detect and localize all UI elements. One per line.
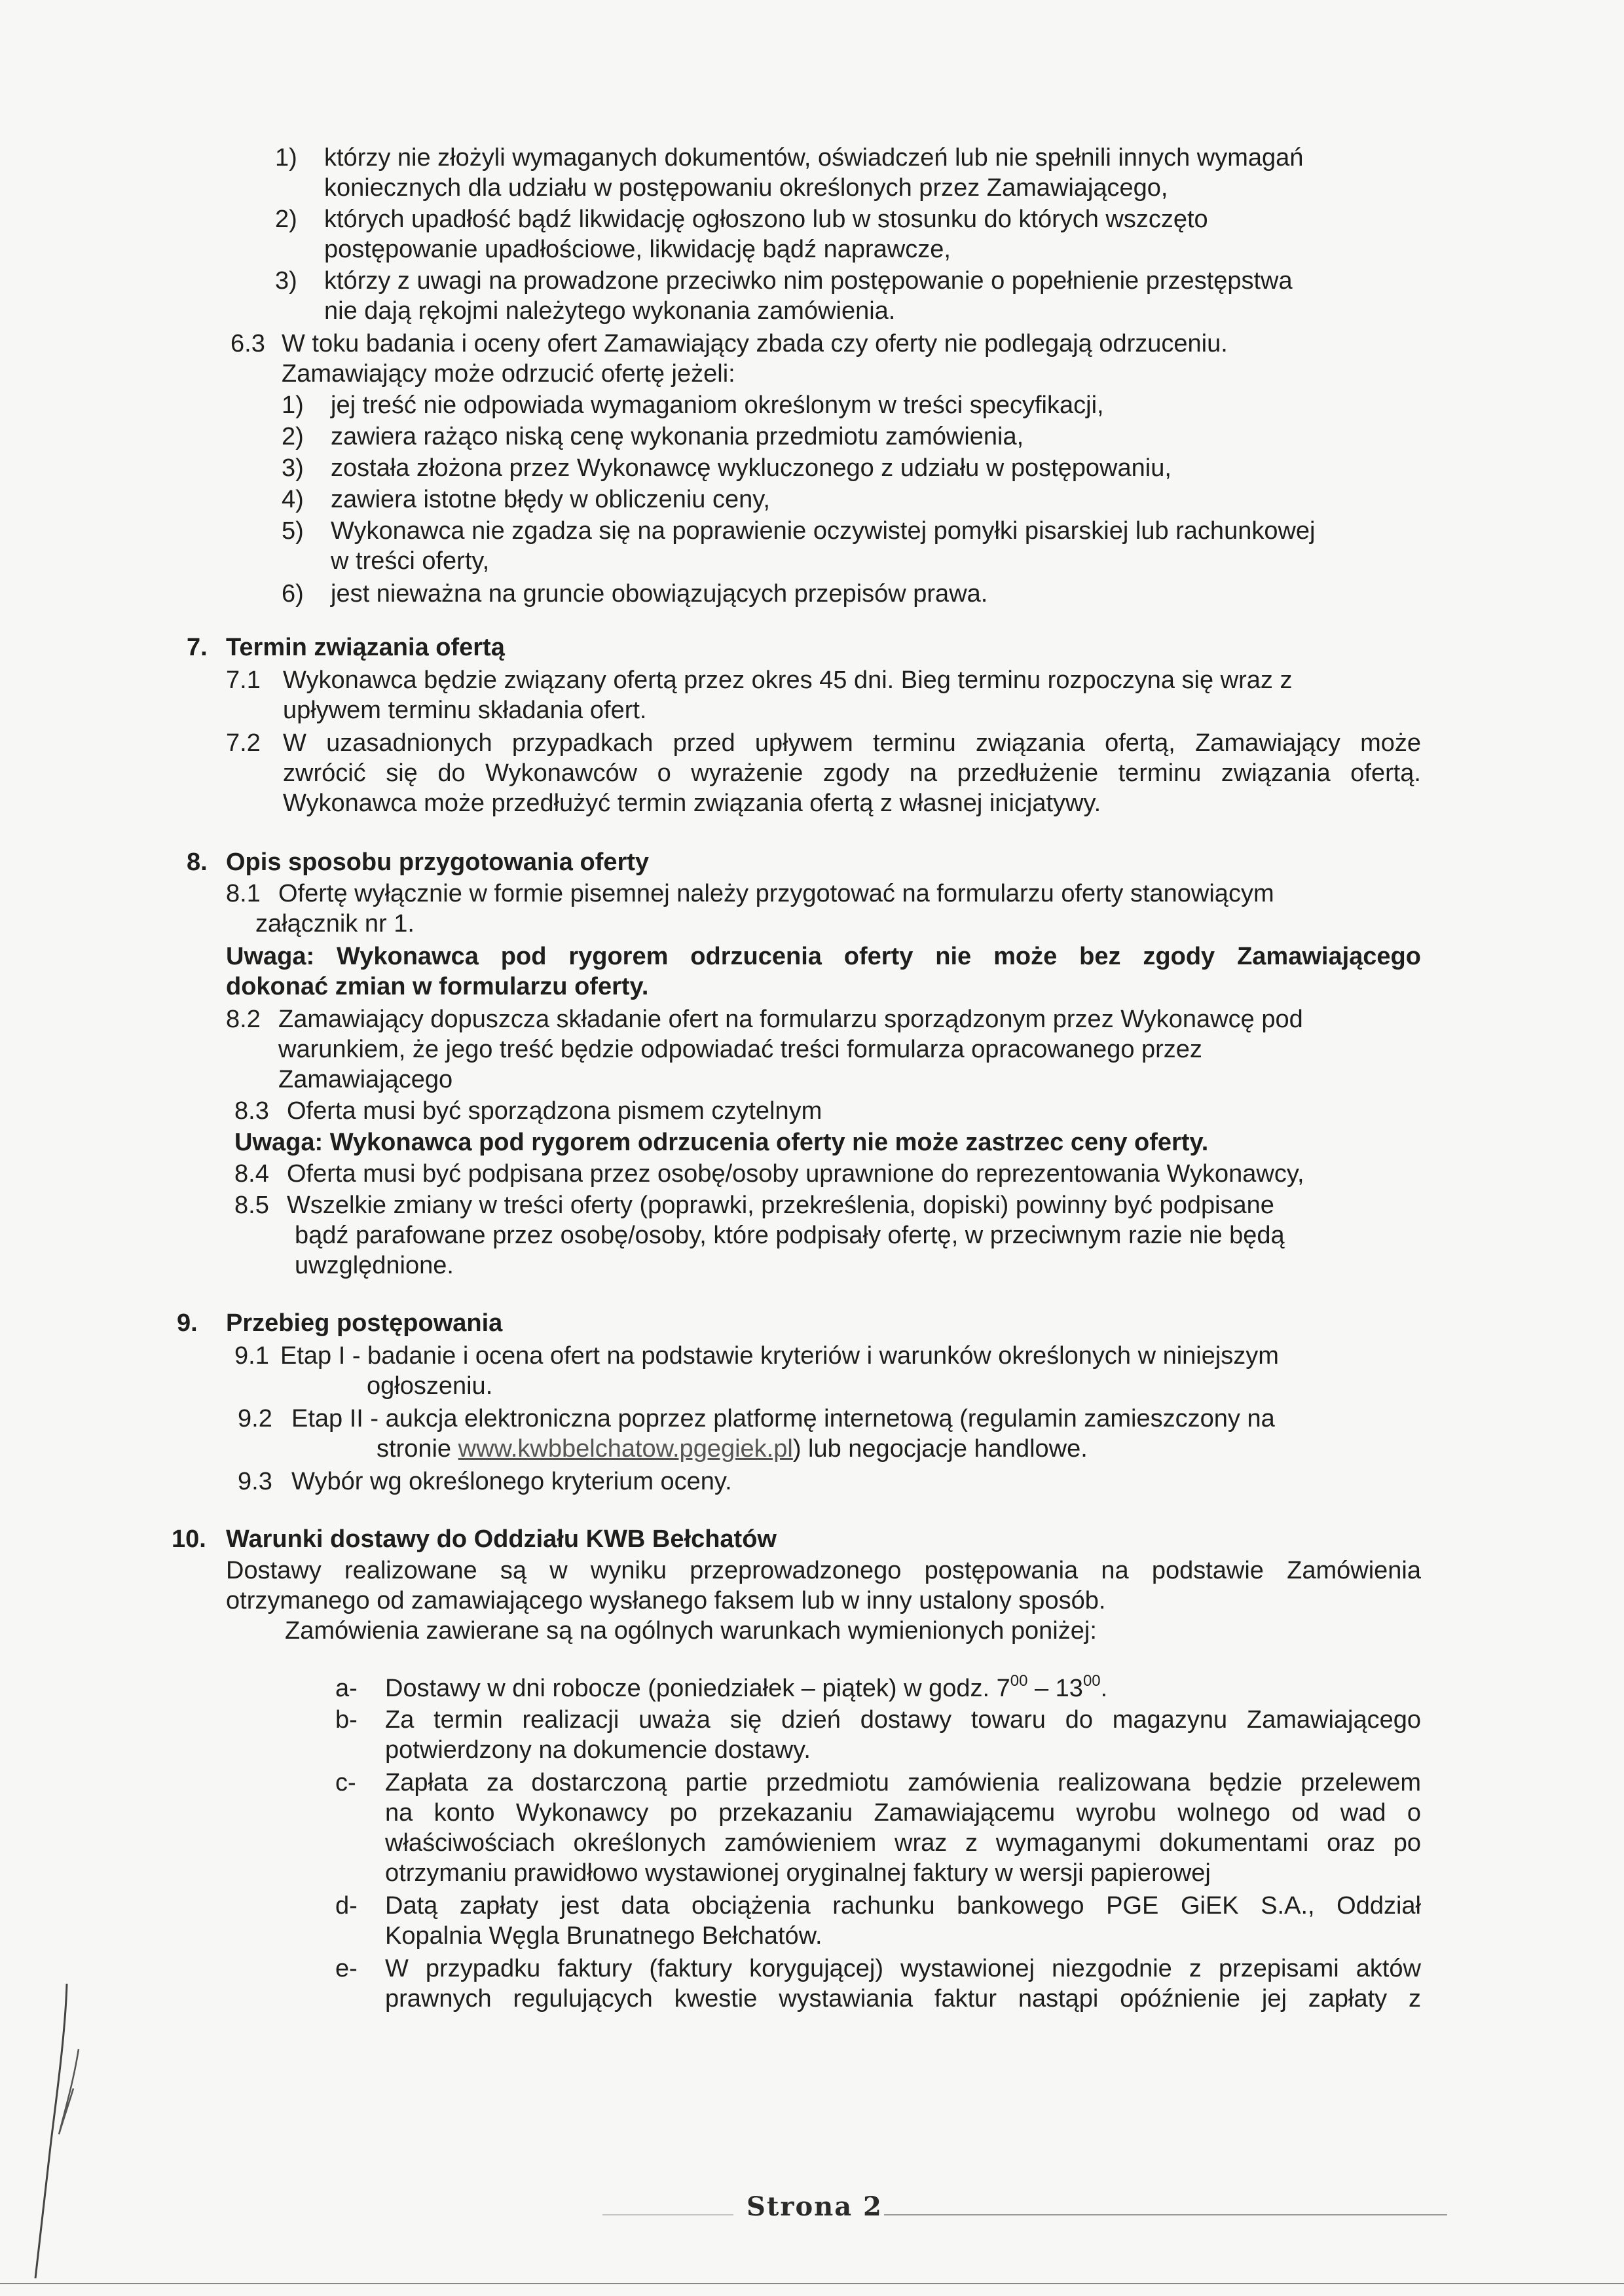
paragraph-text: Oferta musi być podpisana przez osobę/osoby uprawnione do reprezentowania Wykonawcy, — [287, 1160, 1304, 1188]
subsection-number: 7.2 — [226, 729, 261, 757]
list-item-text: nie dają rękojmi należytego wykonania zamówienia. — [324, 297, 896, 325]
paragraph-text: Dostawy realizowane są w wyniku przeprowadzonego postępowania na podstawie Zamówienia — [226, 1557, 1421, 1584]
list-item-text: Zapłata za dostarczoną partie przedmiotu zamówienia realizowana będzie przelewem — [385, 1769, 1421, 1796]
list-item-number: 6) — [282, 580, 304, 608]
paragraph-text: Zamawiającego — [278, 1066, 453, 1093]
list-item-text: postępowanie upadłościowe, likwidację bądź naprawcze, — [324, 236, 951, 263]
website-link[interactable]: www.kwbbelchatow.pgegiek.pl — [458, 1435, 793, 1463]
list-item-text: Datą zapłaty jest data obciążenia rachunku bankowego PGE GiEK S.A., Oddział — [385, 1892, 1421, 1920]
paragraph-text: Wykonawca może przedłużyć termin związania ofertą z własnej inicjatywy. — [283, 790, 1101, 817]
paragraph-text: Ofertę wyłącznie w formie pisemnej należy przygotować na formularzu oferty stanowiącym — [278, 880, 1274, 907]
section-heading: Termin związania ofertą — [226, 634, 505, 661]
paragraph-text: Oferta musi być sporządzona pismem czytelnym — [287, 1097, 822, 1125]
paragraph-text: Wybór wg określonego kryterium oceny. — [291, 1468, 732, 1495]
section-heading: Przebieg postępowania — [226, 1309, 503, 1337]
subsection-number: 6.3 — [231, 330, 265, 357]
list-item-text: otrzymaniu prawidłowo wystawionej oryginalnej faktury w wersji papierowej — [385, 1859, 1211, 1887]
list-item-text: których upadłość bądź likwidację ogłoszono lub w stosunku do których wszczęto — [324, 206, 1208, 233]
list-marker: e- — [335, 1955, 358, 1982]
list-item-text: potwierdzony na dokumencie dostawy. — [385, 1736, 811, 1764]
list-item-number: 5) — [282, 517, 304, 545]
warning-text: dokonać zmian w formularzu oferty. — [226, 973, 649, 1000]
subsection-number: 8.3 — [234, 1097, 269, 1125]
list-item-text: na konto Wykonawcy po przekazaniu Zamawiającemu wyrobu wolnego od wad o — [385, 1799, 1421, 1827]
list-item-text: właściwościach określonych zamówieniem wraz z wymaganymi dokumentami oraz po — [385, 1829, 1421, 1857]
paragraph-text: Wszelkie zmiany w treści oferty (poprawki, przekreślenia, dopiski) powinny być podpisane — [287, 1192, 1274, 1219]
paragraph-text: upływem terminu składania ofert. — [283, 697, 647, 724]
subsection-number: 9.2 — [238, 1405, 272, 1432]
list-item-text: Kopalnia Węgla Brunatnego Bełchatów. — [385, 1922, 822, 1950]
subsection-number: 9.3 — [238, 1468, 272, 1495]
warning-text: Uwaga: Wykonawca pod rygorem odrzucenia oferty nie może bez zgody Zamawiającego — [226, 943, 1421, 970]
section-number: 9. — [177, 1309, 198, 1337]
list-marker: c- — [335, 1769, 356, 1796]
footer-rule — [884, 2214, 1447, 2215]
list-item-number: 3) — [282, 454, 304, 482]
subsection-number: 8.4 — [234, 1160, 269, 1188]
list-marker: a- — [335, 1675, 358, 1702]
list-item-text: została złożona przez Wykonawcę wykluczonego z udziału w postępowaniu, — [331, 454, 1172, 482]
list-item-number: 4) — [282, 486, 304, 513]
section-number: 7. — [187, 634, 208, 661]
handwritten-signature — [26, 1971, 105, 2285]
paragraph-text: ogłoszeniu. — [367, 1372, 493, 1400]
list-item-text: Za termin realizacji uważa się dzień dostawy towaru do magazynu Zamawiającego — [385, 1706, 1421, 1734]
list-marker: d- — [335, 1892, 358, 1920]
list-item-number: 1) — [275, 144, 297, 172]
paragraph-text: uwzględnione. — [295, 1252, 454, 1279]
subsection-number: 8.5 — [234, 1192, 269, 1219]
list-item-text: Dostawy w dni robocze (poniedziałek – piątek) w godz. $7^{00} - 13^{00}$. — [385, 1672, 1108, 1702]
list-item-text: W przypadku faktury (faktury korygującej) wystawionej niezgodnie z przepisami aktów — [385, 1955, 1421, 1982]
list-item-text: którzy z uwagi na prowadzone przeciwko nim postępowanie o popełnienie przestępstwa — [324, 267, 1293, 295]
list-item-text: Wykonawca nie zgadza się na poprawienie oczywistej pomyłki pisarskiej lub rachunkowej — [331, 517, 1316, 545]
list-item-number: 2) — [282, 423, 304, 450]
list-item-number: 3) — [275, 267, 297, 295]
section-heading: Opis sposobu przygotowania oferty — [226, 848, 650, 876]
paragraph-text: warunkiem, że jego treść będzie odpowiadać treści formularza opracowanego przez — [278, 1036, 1202, 1063]
list-item-text: jej treść nie odpowiada wymaganiom określonym w treści specyfikacji, — [331, 392, 1104, 419]
paragraph-text: załącznik nr 1. — [255, 910, 415, 938]
paragraph-text: bądź parafowane przez osobę/osoby, które podpisały ofertę, w przeciwnym razie nie będą — [295, 1222, 1285, 1249]
paragraph-text: Zamówienia zawierane są na ogólnych warunkach wymienionych poniżej: — [285, 1617, 1097, 1645]
subsection-number: 7.1 — [226, 666, 261, 694]
section-heading: Warunki dostawy do Oddziału KWB Bełchatów — [226, 1525, 777, 1553]
list-item-text: którzy nie złożyli wymaganych dokumentów, oświadczeń lub nie spełnili innych wymagań — [324, 144, 1304, 172]
subsection-number: 8.1 — [226, 880, 261, 907]
warning-text: Uwaga: Wykonawca pod rygorem odrzucenia oferty nie może zastrzec ceny oferty. — [234, 1129, 1209, 1156]
paragraph-text: Wykonawca będzie związany ofertą przez okres 45 dni. Bieg terminu rozpoczyna się wraz z — [283, 666, 1293, 694]
list-item-text: zawiera istotne błędy w obliczeniu ceny, — [331, 486, 770, 513]
subsection-number: 9.1 — [234, 1342, 269, 1370]
paragraph-text: zwrócić się do Wykonawców o wyrażenie zgody na przedłużenie terminu związania ofertą. — [283, 759, 1421, 787]
list-item-text: prawnych regulujących kwestie wystawiania faktur nastąpi opóźnienie jej zapłaty z — [385, 1985, 1421, 2013]
list-item-text: jest nieważna na gruncie obowiązujących przepisów prawa. — [331, 580, 988, 608]
section-number: 8. — [187, 848, 208, 876]
footer-rule — [602, 2214, 733, 2215]
list-item-number: 2) — [275, 206, 297, 233]
page-number: Strona 2 — [747, 2191, 883, 2222]
scan-edge-line — [0, 2283, 1624, 2284]
paragraph-text: W uzasadnionych przypadkach przed upływem terminu związania ofertą, Zamawiający może — [283, 729, 1421, 757]
paragraph-text: W toku badania i oceny ofert Zamawiający zbada czy oferty nie podlegają odrzuceniu. — [282, 330, 1228, 357]
list-item-text: w treści oferty, — [331, 547, 490, 575]
section-number: 10. — [172, 1525, 206, 1553]
subsection-number: 8.2 — [226, 1006, 261, 1033]
paragraph-text: Zamawiający może odrzucić ofertę jeżeli: — [282, 360, 735, 388]
paragraph-text: Etap II - aukcja elektroniczna poprzez platformę internetową (regulamin zamieszczony na — [291, 1405, 1275, 1432]
list-item-text: koniecznych dla udziału w postępowaniu określonych przez Zamawiającego, — [324, 174, 1168, 202]
list-item-number: 1) — [282, 392, 304, 419]
list-marker: b- — [335, 1706, 358, 1734]
paragraph-text: otrzymanego od zamawiającego wysłanego faksem lub w inny ustalony sposób. — [226, 1587, 1106, 1614]
paragraph-text: Etap I - badanie i ocena ofert na podstawie kryteriów i warunków określonych w niniejszym — [280, 1342, 1279, 1370]
paragraph-text: stronie www.kwbbelchatow.pgegiek.pl) lub negocjacje handlowe. — [377, 1435, 1088, 1463]
list-item-text: zawiera rażąco niską cenę wykonania przedmiotu zamówienia, — [331, 423, 1024, 450]
paragraph-text: Zamawiający dopuszcza składanie ofert na formularzu sporządzonym przez Wykonawcę pod — [278, 1006, 1303, 1033]
